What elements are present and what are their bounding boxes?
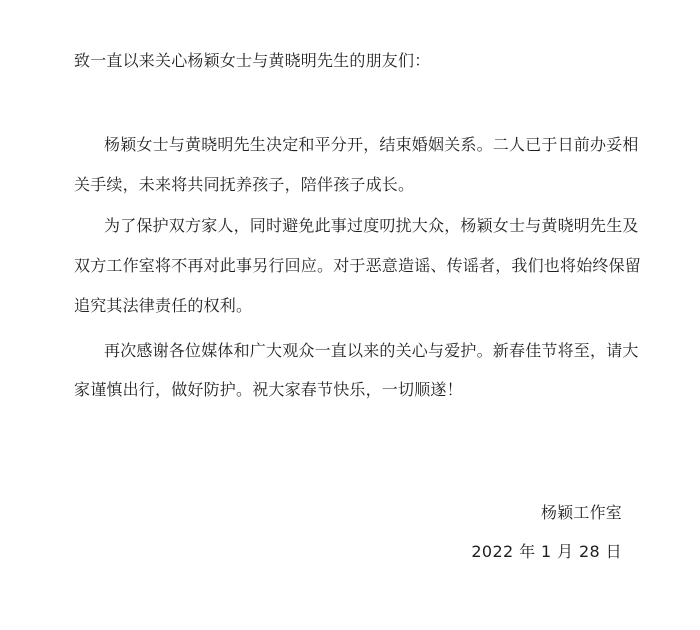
paragraph-2-line-1: 为了保护双方家人，同时避免此事过度叨扰大众，杨颖女士与黄晓明先生及 bbox=[104, 216, 639, 235]
signature: 杨颖工作室 bbox=[540, 503, 622, 522]
paragraph-3-line-2: 家谨慎出行，做好防护。祝大家春节快乐，一切顺遂！ bbox=[74, 380, 463, 399]
paragraph-2-line-3: 追究其法律责任的权利。 bbox=[74, 296, 253, 315]
paragraph-2-line-2: 双方工作室将不再对此事另行回应。对于恶意造谣、传谣者，我们也将始终保留 bbox=[74, 256, 642, 275]
paragraph-1-line-2: 关手续，未来将共同抚养孩子，陪伴孩子成长。 bbox=[74, 175, 415, 194]
date-line: 2022 年 1 月 28 日 bbox=[471, 542, 622, 561]
paragraph-3-line-1: 再次感谢各位媒体和广大观众一直以来的关心与爱护。新春佳节将至，请大 bbox=[104, 341, 639, 360]
paragraph-1-line-1: 杨颖女士与黄晓明先生决定和平分开，结束婚姻关系。二人已于日前办妥相 bbox=[104, 135, 639, 154]
greeting-line: 致一直以来关心杨颖女士与黄晓明先生的朋友们： bbox=[74, 51, 431, 70]
